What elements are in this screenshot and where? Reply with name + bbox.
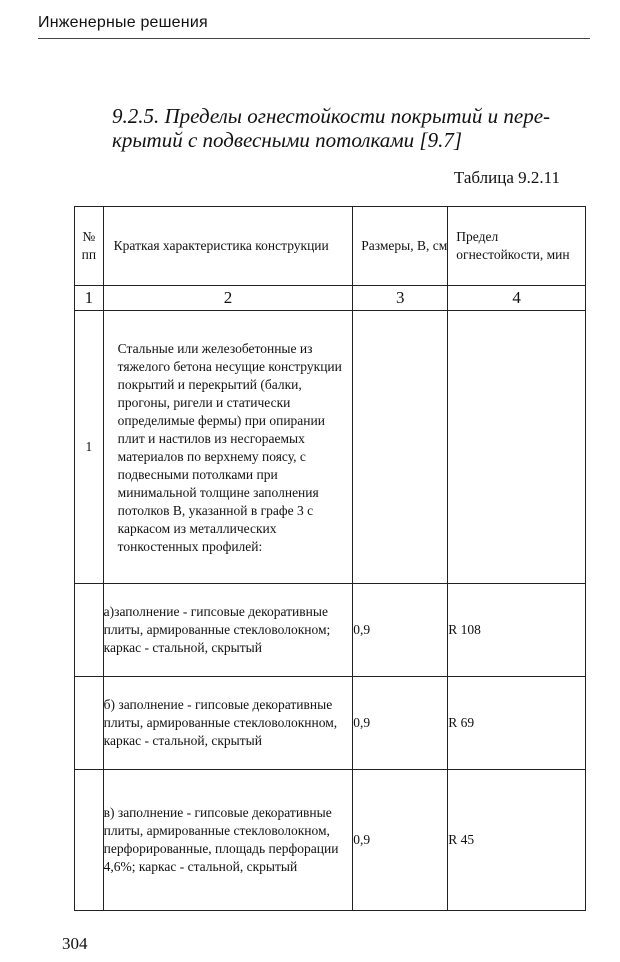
row-fire-limit: R 108 xyxy=(448,584,586,677)
row-fire-limit xyxy=(448,311,586,584)
row-number: 1 xyxy=(75,311,104,584)
column-number: 3 xyxy=(353,286,448,311)
row-description: а)заполнение - гипсовые декоративные плиты, армированные стекловолокном; каркас - стальной, скрытый xyxy=(103,584,353,677)
column-number: 1 xyxy=(75,286,104,311)
row-size xyxy=(353,311,448,584)
page-number: 304 xyxy=(62,934,88,953)
section-title-line-2: крытий с подвесными потолками [9.7] xyxy=(112,128,462,152)
row-description: Стальные или железобетонные из тяжелого бетона несущие конструкции покрытий и перекрытий (балки, прогоны, ригели и статически определимые фермы) при опирании плит и настилов из несгораемых материалов по верхнему поясу, с подвесными потолками при минимальной толщине заполнения потолков В, указанной в графе 3 с каркасом из металлических тонкостенных профилей: xyxy=(103,311,353,584)
running-header: Инженерные решения xyxy=(38,14,590,39)
table-caption: Таблица 9.2.11 xyxy=(453,168,560,187)
header-number: № пп xyxy=(75,207,104,286)
table-row xyxy=(75,770,586,911)
table-row xyxy=(75,677,586,770)
section-title-line-1: 9.2.5. Пределы огнестойкости покрытий и пере- xyxy=(112,104,551,128)
table-header-row xyxy=(75,207,586,286)
row-size: 0,9 xyxy=(353,770,448,911)
table-row xyxy=(75,584,586,677)
fire-resistance-table xyxy=(74,206,586,911)
row-fire-limit: R 69 xyxy=(448,677,586,770)
row-size: 0,9 xyxy=(353,677,448,770)
column-number: 2 xyxy=(103,286,353,311)
column-number-row xyxy=(75,286,586,311)
row-fire-limit: R 45 xyxy=(448,770,586,911)
section-title xyxy=(112,104,582,152)
row-size: 0,9 xyxy=(353,584,448,677)
header-size: Размеры, В, см xyxy=(353,207,448,286)
row-number xyxy=(75,584,104,677)
header-fire-limit: Предел огнестойкости, мин xyxy=(448,207,586,286)
row-number xyxy=(75,770,104,911)
row-description: в) заполнение - гипсовые декоративные плиты, армированные стекловолокном, перфорированные, площадь перфорации 4,6%; каркас - стальной, скрытый xyxy=(103,770,353,911)
table-row xyxy=(75,311,586,584)
header-description: Краткая характеристика конструкции xyxy=(103,207,353,286)
column-number: 4 xyxy=(448,286,586,311)
row-description: б) заполнение - гипсовые декоративные плиты, армированные стекловолокнном, каркас - стальной, скрытый xyxy=(103,677,353,770)
row-number xyxy=(75,677,104,770)
